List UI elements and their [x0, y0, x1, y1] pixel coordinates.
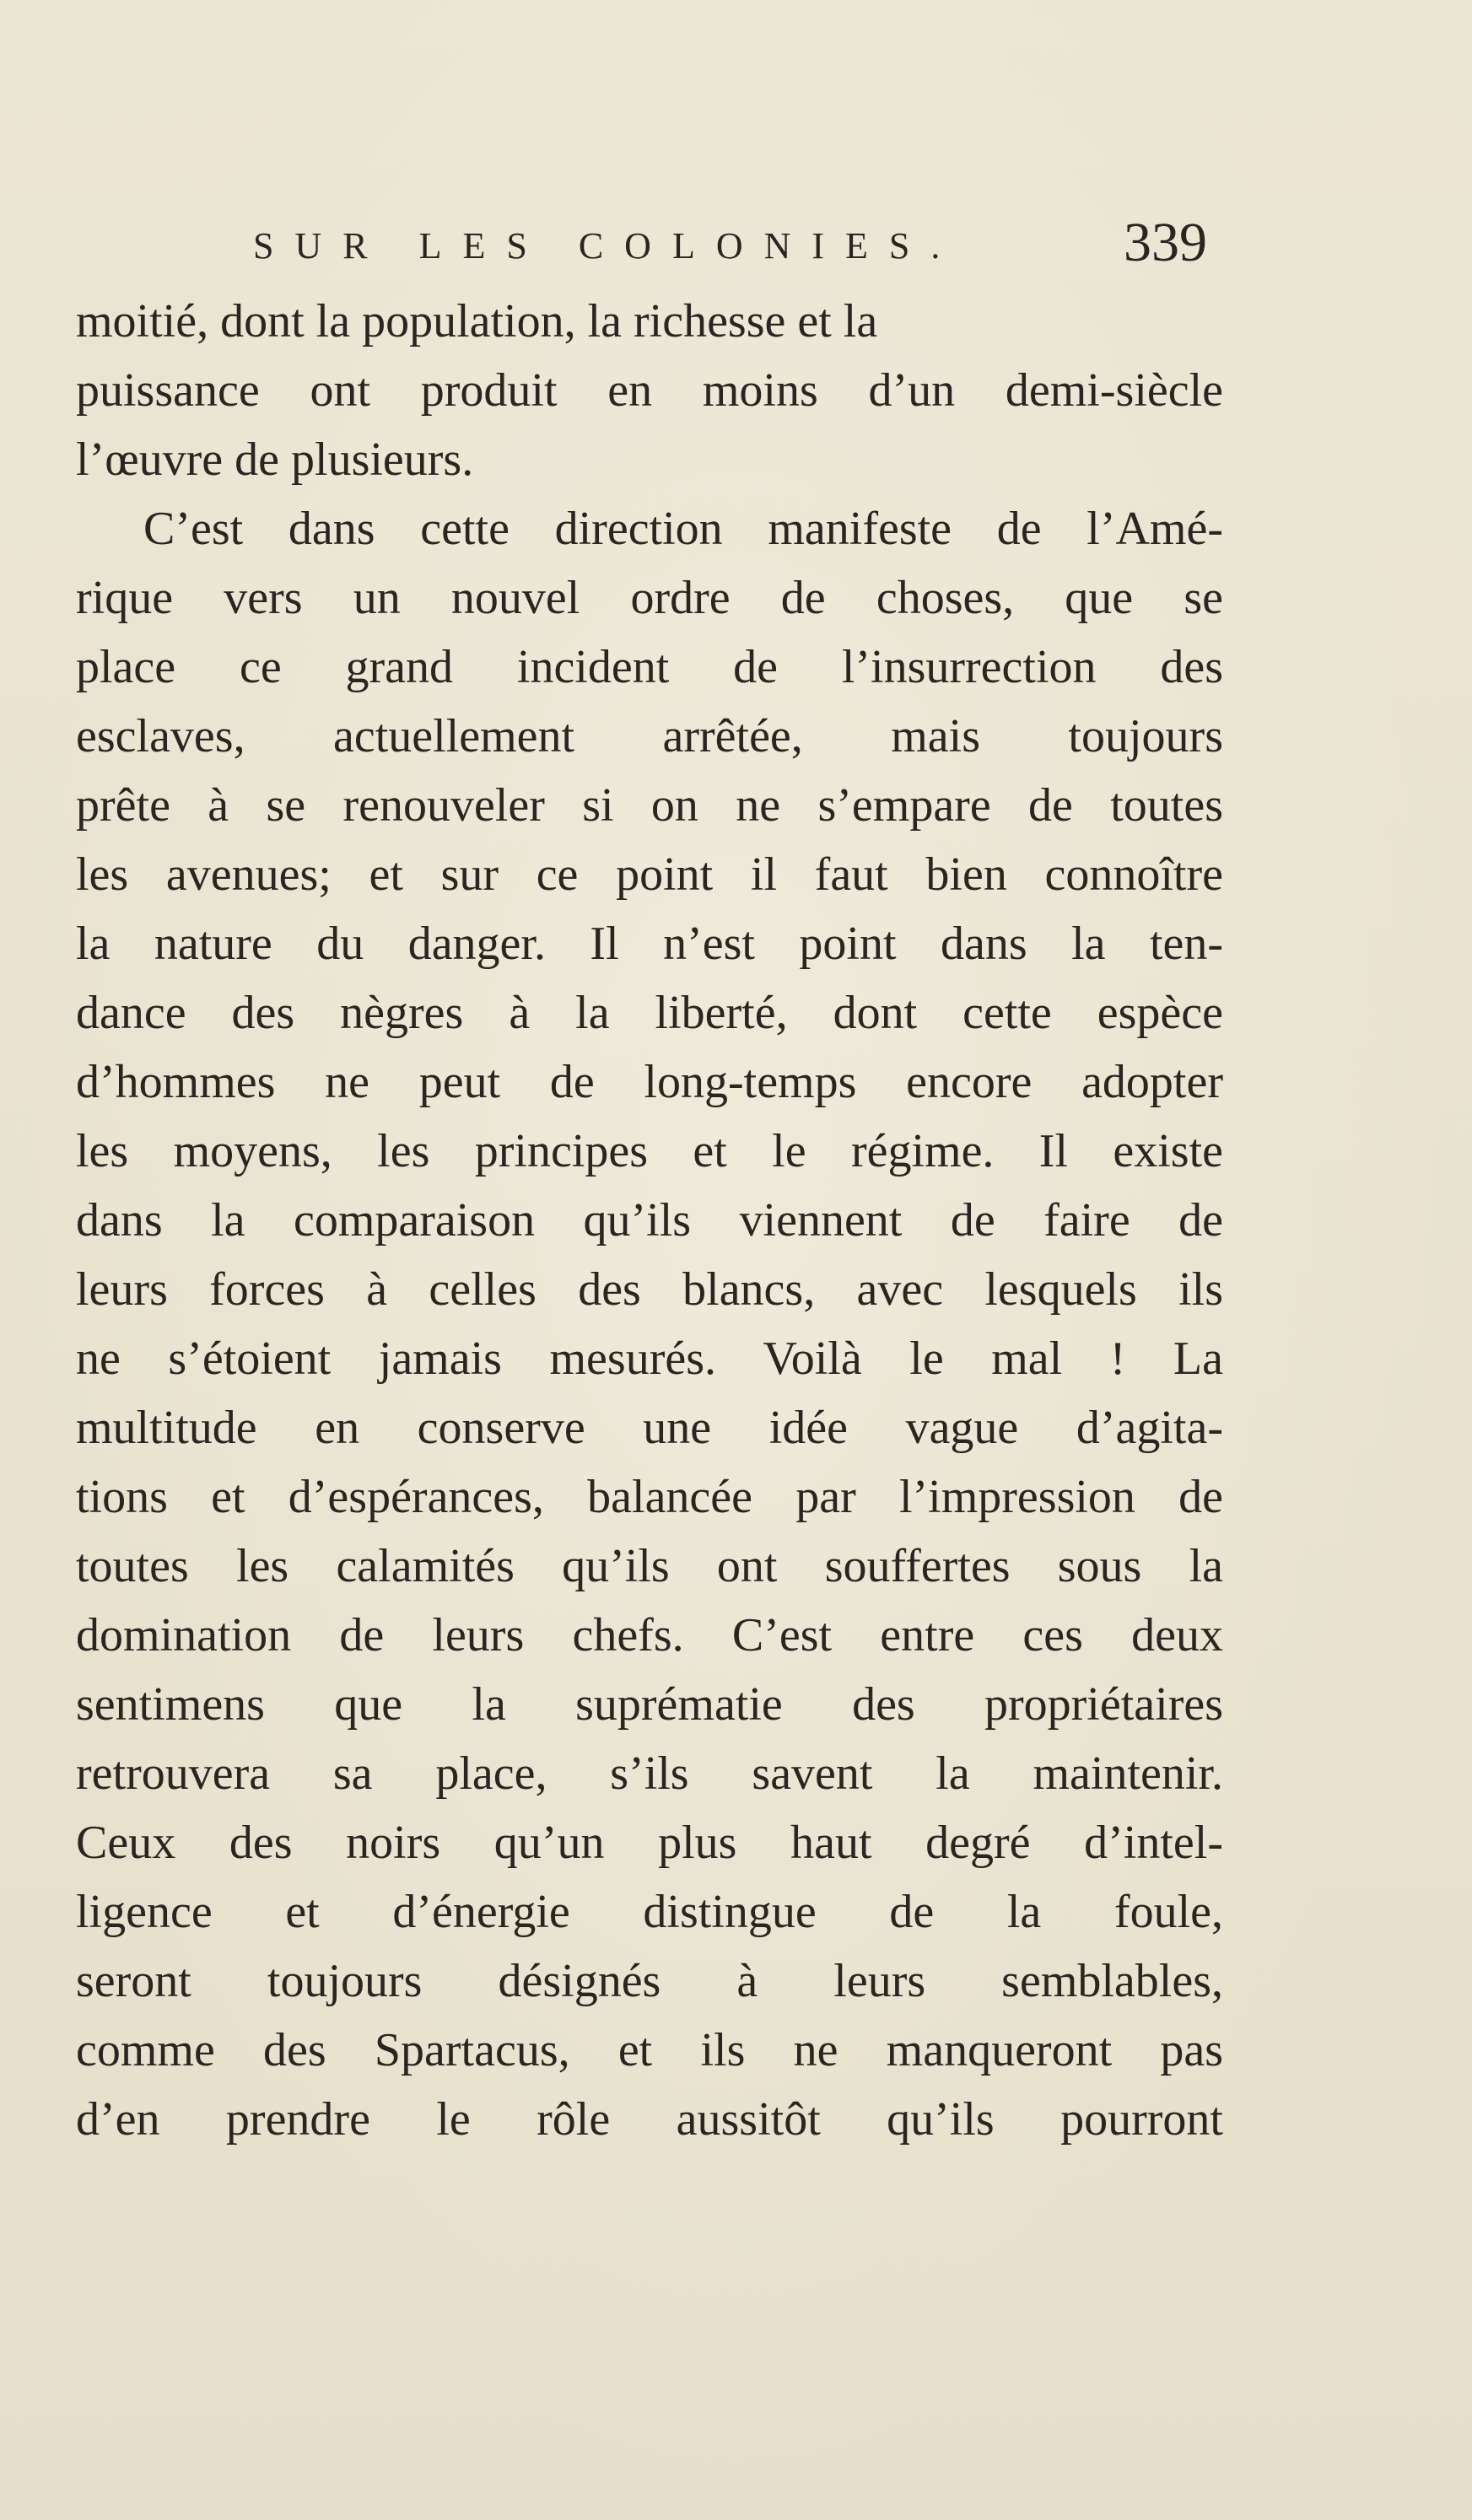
text-line: la nature du danger. Il n’est point dans la ten- [76, 918, 1223, 970]
text-line: d’en prendre le rôle aussitôt qu’ils pourront [76, 2093, 1223, 2146]
body-text [76, 287, 1223, 2210]
text-line: les moyens, les principes et le régime. Il existe [76, 1125, 1223, 1177]
text-line: l’œuvre de plusieurs. [76, 433, 474, 486]
text-line: ne s’étoient jamais mesurés. Voilà le mal ! La [76, 1333, 1223, 1385]
text-line: tions et d’espérances, balancée par l’impression de [76, 1471, 1223, 1523]
text-line: d’hommes ne peut de long-temps encore adopter [76, 1056, 1223, 1108]
running-head [253, 209, 1265, 277]
text-line: retrouvera sa place, s’ils savent la maintenir. [76, 1747, 1223, 1800]
text-line: leurs forces à celles des blancs, avec lesquels ils [76, 1263, 1223, 1316]
text-line: rique vers un nouvel ordre de choses, que se [76, 572, 1223, 624]
text-line: domination de leurs chefs. C’est entre ces deux [76, 1609, 1223, 1661]
text-line: esclaves, actuellement arrêtée, mais toujours [76, 710, 1223, 762]
text-line: seront toujours désignés à leurs semblables, [76, 1955, 1223, 2007]
running-head-title: SUR LES COLONIES. [253, 225, 962, 267]
text-line: comme des Spartacus, et ils ne manqueront pas [76, 2024, 1223, 2076]
text-line: moitié, dont la population, la richesse et la [76, 295, 878, 347]
page-number: 339 [1124, 212, 1207, 273]
text-line: C’est dans cette direction manifeste de l’Amé- [143, 503, 1223, 555]
text-line: ligence et d’énergie distingue de la foule, [76, 1886, 1223, 1938]
text-line: prête à se renouveler si on ne s’empare de toutes [76, 779, 1223, 832]
text-line: place ce grand incident de l’insurrection des [76, 641, 1223, 693]
text-line: multitude en conserve une idée vague d’agita- [76, 1402, 1223, 1454]
text-line: puissance ont produit en moins d’un demi-siècle [76, 364, 1223, 417]
text-line: Ceux des noirs qu’un plus haut degré d’intel- [76, 1817, 1223, 1869]
text-line: dance des nègres à la liberté, dont cette espèce [76, 987, 1223, 1039]
text-line: les avenues; et sur ce point il faut bien connoître [76, 848, 1223, 901]
text-line: dans la comparaison qu’ils viennent de faire de [76, 1194, 1223, 1247]
text-line: toutes les calamités qu’ils ont souffertes sous la [76, 1540, 1223, 1592]
text-line: sentimens que la suprématie des propriétaires [76, 1678, 1223, 1731]
